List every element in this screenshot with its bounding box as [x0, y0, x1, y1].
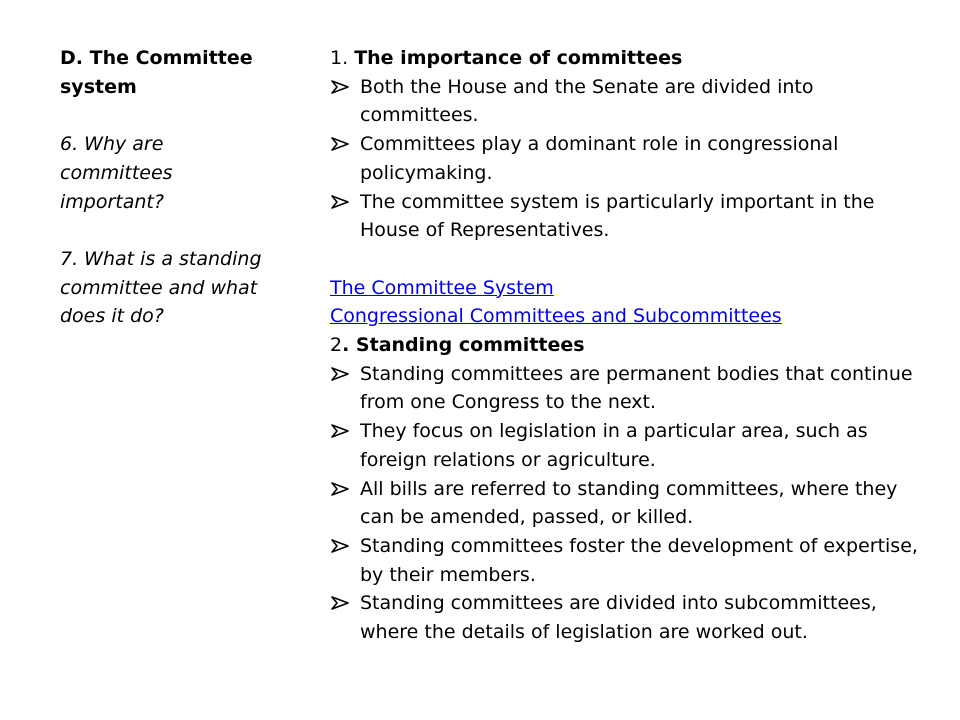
section-2-title-text: . Standing committees [342, 334, 585, 357]
spacer [330, 245, 930, 274]
question-6: 6. Why are committees important? [60, 133, 173, 213]
section-2-title [330, 331, 930, 360]
question-7: 7. What is a standing committee and what does it do? [60, 247, 262, 328]
bullet-item [330, 188, 930, 245]
left-column [60, 44, 280, 331]
heading-line-2: system [60, 75, 137, 98]
bullet-item [330, 532, 930, 589]
link-committee-system[interactable]: The Committee System [330, 276, 554, 299]
arrow-bullet-icon [331, 596, 349, 610]
bullet-text: Both the House and the Senate are divided into committees. [360, 75, 814, 127]
bullet-item [330, 417, 930, 474]
arrow-bullet-icon [331, 482, 349, 496]
link-congressional-committees[interactable]: Congressional Committees and Subcommittees [330, 305, 782, 328]
arrow-bullet-icon [331, 195, 349, 209]
section-1-title [330, 44, 930, 73]
heading-line-1: D. The Committee [60, 47, 253, 69]
bullet-item [330, 475, 930, 532]
bullet-text: Standing committees foster the development of expertise, by their members. [360, 534, 918, 586]
bullet-text: Standing committees are permanent bodies that continue from one Congress to the next. [360, 362, 913, 414]
bullet-text: They focus on legislation in a particular area, such as foreign relations or agriculture. [360, 420, 868, 471]
arrow-bullet-icon [331, 137, 349, 151]
bullet-text: Standing committees are divided into subcommittees, where the details of legislation are worked out. [360, 592, 877, 644]
bullet-item [330, 589, 930, 646]
bullet-item [330, 360, 930, 417]
bullet-item [330, 73, 930, 130]
section-2-number: 2 [330, 334, 343, 357]
section-1-number: 1. [330, 47, 349, 69]
section-heading [60, 44, 280, 101]
bullet-text: Committees play a dominant role in congressional policymaking. [360, 133, 839, 184]
bullet-text: All bills are referred to standing committees, where they can be amended, passed, or killed. [360, 477, 898, 529]
bullet-text: The committee system is particularly important in the House of Representatives. [360, 190, 875, 242]
bullet-item [330, 130, 930, 187]
arrow-bullet-icon [331, 80, 349, 94]
right-column [330, 44, 930, 647]
section-2-bullets [330, 360, 930, 647]
arrow-bullet-icon [331, 424, 349, 438]
section-1-bullets [330, 73, 930, 245]
arrow-bullet-icon [331, 539, 349, 553]
section-1-title-text: The importance of committees [354, 47, 683, 69]
arrow-bullet-icon [331, 367, 349, 381]
